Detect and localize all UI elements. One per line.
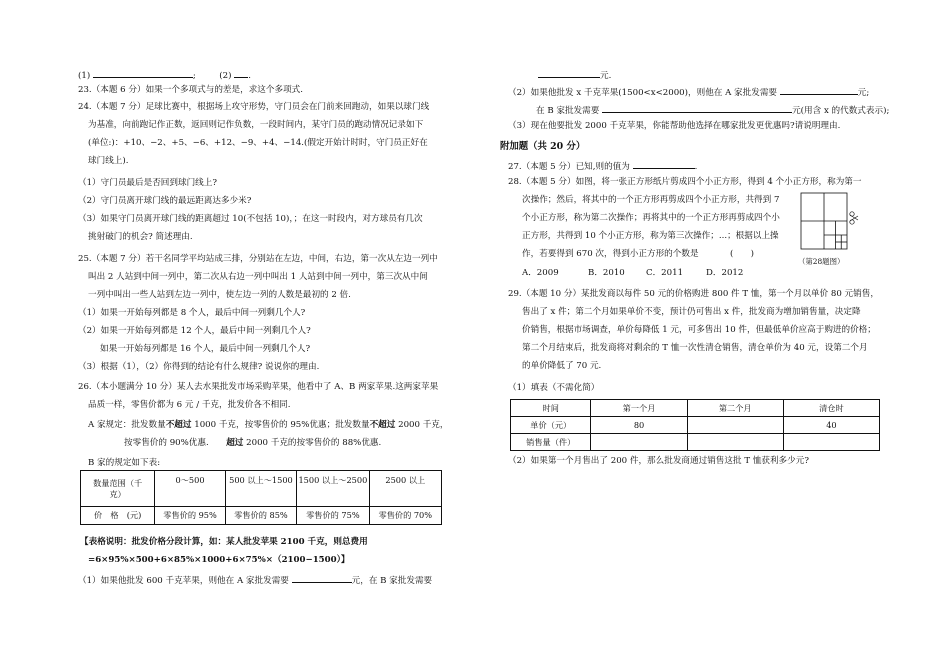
question-28-line: 28.（本题 5 分）如图，将一张正方形纸片剪成四个小正方形，得到 4 个小正方形，称为第一 <box>508 177 862 187</box>
question-26-sub1 <box>78 573 432 587</box>
text: A 家规定：批发数量 <box>88 420 166 430</box>
table-cell-blank[interactable] <box>591 434 687 451</box>
table-header-cell: 清仓时 <box>783 400 879 417</box>
answer-paren: ( ) <box>730 249 754 259</box>
text: 2000 千克， <box>395 420 449 430</box>
question-29-sub1: （1）填表（不需化简） <box>508 383 600 393</box>
question-26-sub3: （3）现在他要批发 2000 千克苹果，你能帮助他选择在哪家批发更优惠吗?请说明理由. <box>508 121 841 131</box>
square-cut-diagram <box>800 192 860 254</box>
text: 元. <box>600 71 612 81</box>
question-24-line: (单位:)：+10、−2、+5、−6、+12、−9、+4、−14.(假定开始计时时，守门员正好在 <box>88 138 428 148</box>
question-24-sub3: （3）如果守门员离开球门线的距离超过 10(不包括 10)，；在这一时段内，对方球员有几次 <box>78 214 423 224</box>
question-29-line: 售出了 x 件；第二个月如果单价不变，预计仍可售出 x 件，批发商为增加销售量，决定降 <box>522 307 861 317</box>
question-25-line: 一列中叫出一些人站到左边一列中，使左边一列的人数是最初的 2 倍. <box>88 290 351 300</box>
text: （2）如果他批发 x 千克苹果(1500<x<2000)，则他在 A 家批发需要 <box>508 88 778 98</box>
question-24-sub2: （2）守门员离开球门线的最远距离达多少米? <box>78 196 252 206</box>
punct: ; <box>192 71 196 81</box>
text: 按零售价的 90%优惠. <box>124 438 209 448</box>
question-26-sub2b <box>536 103 889 117</box>
cell-text: 克） <box>109 488 126 499</box>
answer-label-1: (1) <box>78 71 91 81</box>
question-29-sub2: （2）如果第一个月售出了 200 件，那么批发商通过销售这批 T 恤获利多少元? <box>508 456 809 466</box>
table-header-cell: 0～500 <box>155 471 225 507</box>
answer-blank[interactable] <box>538 68 600 78</box>
table-cell: 40 <box>783 417 879 434</box>
table-header-cell: 第二个月 <box>687 400 783 417</box>
table-cell: 零售价的 70% <box>369 507 441 525</box>
option-b[interactable]: B．2010 <box>588 268 625 278</box>
answer-line-top <box>538 68 611 82</box>
text: 元; <box>857 88 870 98</box>
question-26-rule-a <box>88 420 449 431</box>
question-25-sub3: （3）根据（1），（2）你得到的结论有什么规律? 说说你的理由. <box>78 362 320 372</box>
question-24-sub1: （1）守门员最后是否回到球门线上? <box>78 178 217 188</box>
answer-blank-1[interactable] <box>93 68 193 78</box>
question-26-line: 品质一样，零售价都为 6 元 / 千克，批发价各不相同. <box>88 400 291 410</box>
q22-answer-line <box>78 68 251 82</box>
table-cell-blank[interactable] <box>783 434 879 451</box>
question-25-line: 叫出 2 人站到中间一列中，第二次从右边一列中叫出 1 人站到中间一列中，第三次从中间 <box>88 272 428 282</box>
question-29-line: 第二个月结束后，批发商将对剩余的 T 恤一次性清仓销售，清仓单价为 40 元，设第二个月 <box>522 343 868 353</box>
table-header-cell: 时间 <box>511 400 591 417</box>
text: （1）如果他批发 600 千克苹果，则他在 A 家批发需要 <box>78 576 289 586</box>
text: 在 B 家批发需要 <box>536 106 600 116</box>
question-26-rule-a2 <box>124 438 381 449</box>
bold-text: 不超过 <box>369 420 396 430</box>
question-28-line: 次操作；然后，将其中的一个正方形再剪成四个小正方形，共得到 7 <box>522 195 780 205</box>
question-29-line: 价销售，根据市场调查，单价每降低 1 元，可多售出 10 件，但最低单价应高于购进的价格； <box>522 325 876 335</box>
text: 27.（本题 5 分）已知,则的值为 <box>508 162 630 172</box>
question-24-line: 24.（本题 7 分）足球比赛中，根据场上攻守形势，守门员会在门前来回跑动，如果以球门线 <box>78 102 430 112</box>
table-header-cell: 第一个月 <box>591 400 687 417</box>
question-25-line: 25.（本题 7 分）若干名同学平均站成三排，分别站在左边，中间，右边，第一次从左边一列中 <box>78 254 438 264</box>
question-26-line: 26.（本小题满分 10 分）某人去水果批发市场采购苹果，他看中了 A、B 两家苹果.这两家苹果 <box>78 382 439 392</box>
b-price-table <box>80 470 442 525</box>
text: 作，若要得到 670 次，得到小正方形的个数是 <box>522 249 699 259</box>
cell-text: 数量范围（千 <box>93 477 143 488</box>
table-header-cell: 500 以上～1500 <box>225 471 296 507</box>
bold-text: 不超过 <box>165 420 192 430</box>
question-26-sub2 <box>508 85 869 99</box>
text: 元，在 B 家批发需要 <box>351 576 433 586</box>
question-28-line: 个小正方形，称为第二次操作；再将其中的一个正方形再剪成四个小 <box>522 213 780 223</box>
table-row-label: 销售量（件） <box>511 434 591 451</box>
question-29-line: 29.（本题 10 分）某批发商以每件 50 元的价格购进 800 件 T 恤，第一个月以单价 80 元销售， <box>508 289 879 299</box>
text: 元(用含 x 的代数式表示); <box>792 106 890 116</box>
question-25-sub1: （1）如果一开始每列都是 8 个人，最后中间一列剩几个人? <box>78 308 306 318</box>
answer-label-2: (2) <box>219 71 232 81</box>
question-24-line: 为基准，向前跑记作正数，返回则记作负数，一段时间内，某守门员的跑动情况记录如下 <box>88 120 424 130</box>
question-28-line: 正方形，共得到 10 个小正方形，称为第三次操作；...；根据以上操 <box>522 231 779 241</box>
question-23: 23.（本题 6 分）如果一个多项式与的差是，求这个多项式. <box>78 85 303 95</box>
section-title: 附加题（共 20 分） <box>500 141 586 152</box>
table-header-cell: 2500 以上 <box>369 471 441 507</box>
option-d[interactable]: D．2012 <box>706 268 744 278</box>
question-29-line: 的单价降低了 70 元. <box>522 361 602 371</box>
question-27 <box>508 159 697 173</box>
table-cell: 零售价的 85% <box>225 507 296 525</box>
table-cell-blank[interactable] <box>687 417 783 434</box>
table-note-line: 【表格说明：批发价格分段计算，如：某人批发苹果 2100 千克，则总费用 <box>80 537 368 547</box>
answer-blank-2[interactable] <box>234 68 248 78</box>
bold-text: 超过 <box>226 438 244 448</box>
answer-blank[interactable] <box>602 103 792 113</box>
answer-blank[interactable] <box>780 85 858 95</box>
answer-blank[interactable] <box>292 573 352 583</box>
option-a[interactable]: A．2009 <box>522 268 559 278</box>
cut-square-figure <box>800 192 860 254</box>
question-25-sub2b: 如果一开始每列都是 16 个人，最后中间一列剩几个人? <box>100 344 311 354</box>
text: 1000 千克，按零售价的 95%优惠；批发数量 <box>191 420 370 430</box>
figure-caption: （第28题图） <box>798 257 845 266</box>
table-row-label: 单价（元） <box>511 417 591 434</box>
question-28-options <box>522 268 743 279</box>
table-cell-blank[interactable] <box>687 434 783 451</box>
table-header-cell <box>81 471 155 507</box>
question-28-line <box>522 249 754 260</box>
option-c[interactable]: C．2011 <box>646 268 684 278</box>
table-cell: 80 <box>591 417 687 434</box>
answer-blank[interactable] <box>633 159 695 169</box>
table-cell: 零售价的 75% <box>297 507 369 525</box>
text: . <box>694 162 698 172</box>
table-cell: 零售价的 95% <box>155 507 225 525</box>
table-note-line: =6×95%×500+6×85%×1000+6×75%×（2100−1500）】 <box>88 555 350 565</box>
punct: . <box>248 71 251 81</box>
question-26-rule-b: B 家的规定如下表: <box>88 458 161 468</box>
text: 2000 千克的按零售价的 88%优惠. <box>243 438 382 448</box>
question-25-sub2: （2）如果一开始每列都是 12 个人，最后中间一列剩几个人? <box>78 326 311 336</box>
table-row-label: 价 格 (元) <box>81 507 155 525</box>
tshirt-sales-table <box>510 399 880 451</box>
table-header-cell: 1500 以上～2500 <box>297 471 369 507</box>
question-24-line: 球门线上). <box>88 156 129 166</box>
question-24-sub3: 挑射破门的机会? 简述理由. <box>88 232 193 242</box>
